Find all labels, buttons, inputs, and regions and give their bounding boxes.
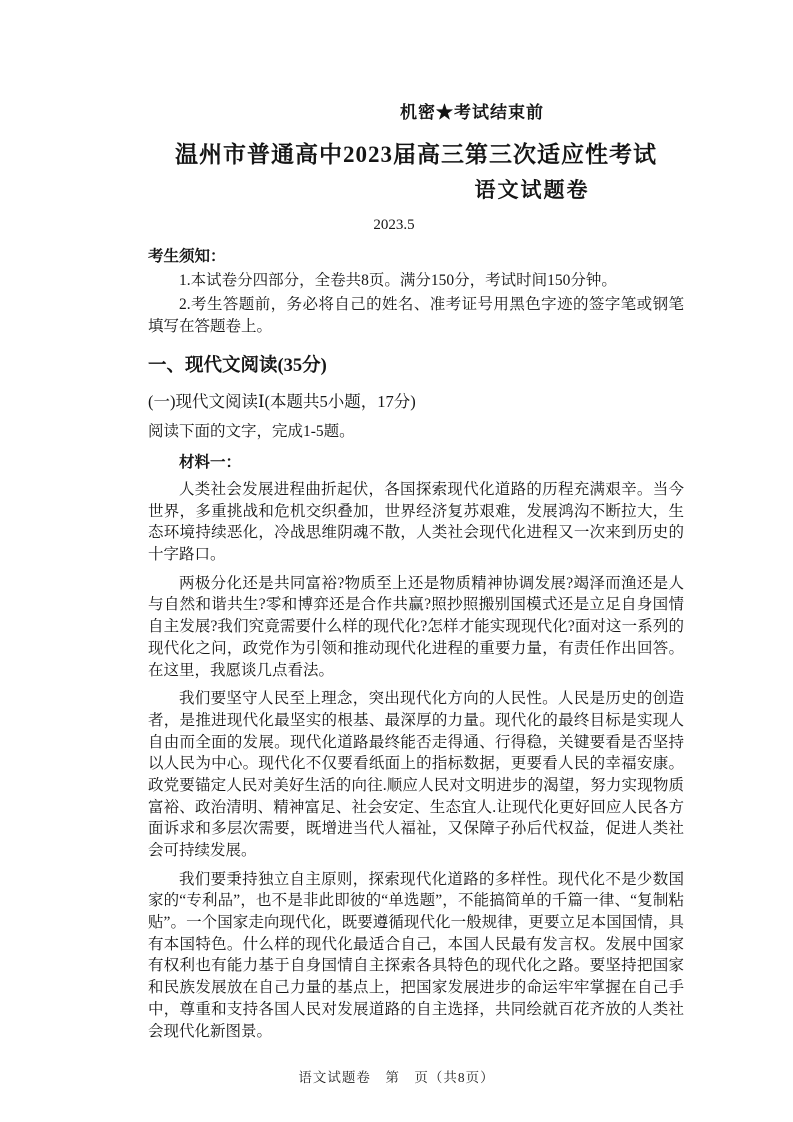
page-content [148,98,684,1042]
candidate-notice [148,246,684,338]
notice-item: 1.本试卷分四部分，全卷共8页。满分150分，考试时间150分钟。 [179,272,617,289]
security-notice: 机密★考试结束前 [400,103,544,122]
material-label: 材料一： [179,454,242,471]
reading-instruction: 阅读下面的文字，完成1-5题。 [148,423,355,440]
material-paragraph: 人类社会发展进程曲折起伏，各国探索现代化道路的历程充满艰辛。当今世界，多重挑战和危机交织叠加，世界经济复苏艰难，发展鸿沟不断拉大，生态环境持续恶化，冷战思维阴魂不散，人类社会现代化进程又一次来到历史的十字路口。 [148,481,684,564]
page-footer: 语文试题卷 第 页（共8页） [298,1070,495,1085]
subsection-heading: (一)现代文阅读Ⅰ(本题共5小题，17分) [148,392,416,411]
material-paragraph: 我们要秉持独立自主原则，探索现代化道路的多样性。现代化不是少数国家的“专利品”，也不是非此即彼的“单选题”，不能搞简单的千篇一律、“复制粘贴”。一个国家走向现代化，既要遵循现代化一般规律，更要立足本国国情，具有本国特色。什么样的现代化最适合自己，本国人民最有发言权。发展中国家有权利也有能力基于自身国情自主探索各具特色的现代化之路。要坚持把国家和民族发展放在自己力量的基点上，把国家发展进步的命运牢牢掌握在自己手中，尊重和支持各国人民对发展道路的自主选择，共同绘就百花齐放的人类社会现代化新图景。 [148,870,684,1040]
notice-heading: 考生须知： [148,248,226,265]
material-paragraph: 我们要坚守人民至上理念，突出现代化方向的人民性。人民是历史的创造者，是推进现代化最坚实的根基、最深厚的力量。现代化的最终目标是实现人自由而全面的发展。现代化道路最终能否走得通、行得稳，关键要看是否坚持以人民为中心。现代化不仅要看纸面上的指标数据，更要看人民的幸福安康。政党要锚定人民对美好生活的向往.顺应人民对文明进步的渴望，努力实现物质富裕、政治清明、精神富足、社会安定、生态宜人.让现代化更好回应人民各方面诉求和多层次需要，既增进当代人福祉，又保障子孙后代权益，促进人类社会可持续发展。 [148,690,684,859]
material-paragraph: 两极分化还是共同富裕?物质至上还是物质精神协调发展?竭泽而渔还是人与自然和谐共生?零和博弈还是合作共赢?照抄照搬别国模式还是立足自身国情自主发展?我们究竟需要什么样的现代化?怎样才能实现现代化?面对这一系列的现代化之问，政党作为引领和推动现代化进程的重要力量，有责任作出回答。在这里，我愿谈几点看法。 [148,574,684,679]
section-heading: 一、现代文阅读(35分) [148,356,327,376]
paper-subtitle: 语文试题卷 [474,178,590,202]
exam-title: 温州市普通高中2023届高三第三次适应性考试 [175,142,657,167]
notice-item: 2.考生答题前，务必将自己的姓名、准考证号用黑色字迹的签字笔或钢笔填写在答题卷上。 [148,296,684,335]
exam-date: 2023.5 [373,217,415,233]
